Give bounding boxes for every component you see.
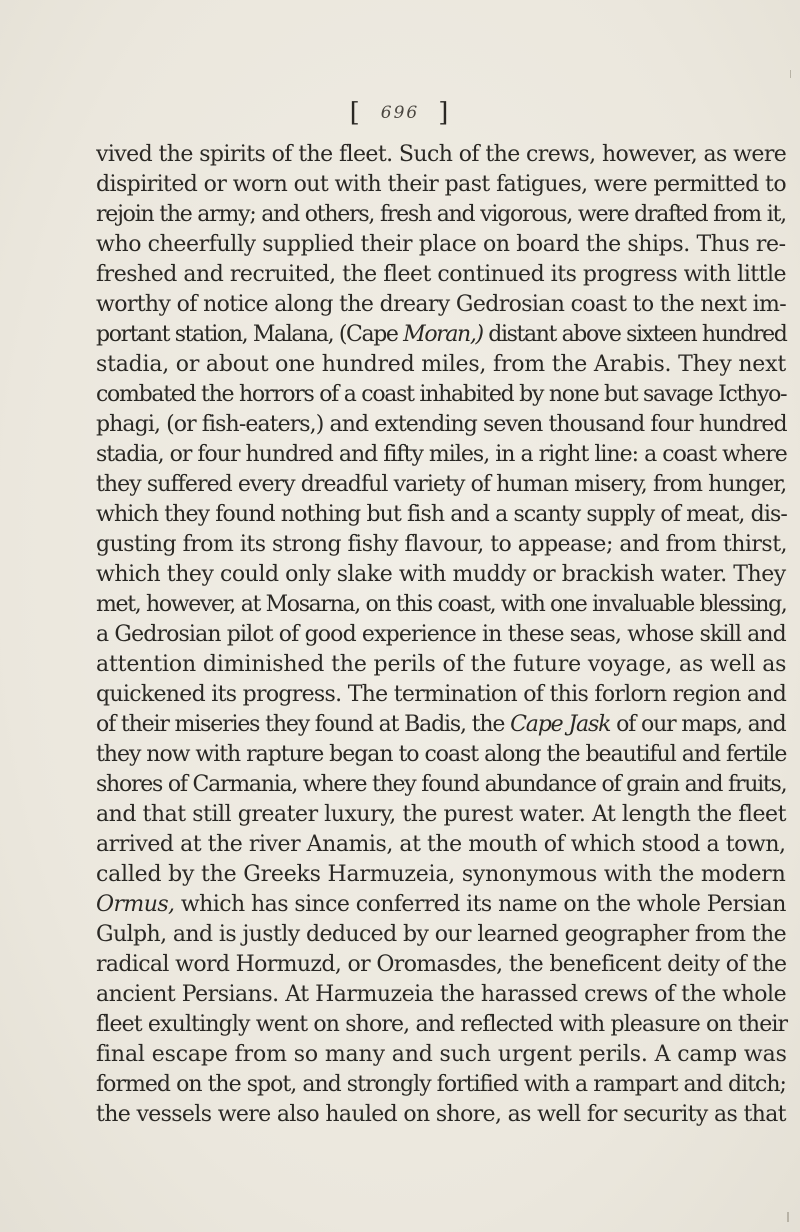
text-line: of their miseries they found at Badis, the Cape Jask of our maps, and — [96, 712, 786, 737]
text-line: and that still greater luxury, the purest water. At length the fleet — [96, 802, 787, 827]
text-line: stadia, or four hundred and fifty miles, in a right line: a coast where — [96, 442, 787, 467]
text-line: which they found nothing but fish and a scanty supply of meat, dis- — [96, 502, 787, 527]
text-line: arrived at the river Anamis, at the mouth of which stood a town, — [96, 832, 786, 857]
text-line: attention diminished the perils of the future voyage, as well as — [96, 652, 787, 677]
text-line: met, however, at Mosarna, on this coast, with one invaluable blessing, — [96, 592, 787, 617]
text-line: Ormus, which has since conferred its name on the whole Persian — [96, 892, 786, 917]
text-line: who cheerfully supplied their place on board the ships. Thus re- — [96, 232, 786, 257]
text-line: gusting from its strong fishy flavour, to appease; and from thirst, — [96, 532, 788, 557]
text-line: phagi, (or fish-eaters,) and extending seven thousand four hundred — [96, 412, 787, 437]
open-bracket: [ — [349, 98, 362, 128]
text-line: fleet exultingly went on shore, and reflected with pleasure on their — [96, 1012, 788, 1037]
text-line: dispirited or worn out with their past fatigues, were permitted to — [96, 172, 786, 197]
text-line: stadia, or about one hundred miles, from the Arabis. They next — [96, 352, 786, 377]
text-line: portant station, Malana, (Cape Moran,) distant above sixteen hundred — [96, 322, 787, 347]
text-line: rejoin the army; and others, fresh and vigorous, were drafted from it, — [96, 202, 786, 227]
text-line: formed on the spot, and strongly fortified with a rampart and ditch; — [96, 1072, 787, 1097]
text-line: final escape from so many and such urgent perils. A camp was — [96, 1042, 787, 1067]
text-line: quickened its progress. The termination of this forlorn region and — [96, 682, 787, 707]
italic-term: Moran,) — [403, 322, 483, 347]
text-line: Gulph, and is justly deduced by our learned geographer from the — [96, 922, 787, 947]
margin-speck — [790, 70, 791, 78]
text-line: which they could only slake with muddy or brackish water. They — [96, 562, 786, 587]
text-line: they suffered every dreadful variety of human misery, from hunger, — [96, 472, 787, 497]
text-line: radical word Hormuzd, or Oromasdes, the beneficent deity of the — [96, 952, 787, 977]
margin-speck — [787, 1212, 789, 1222]
text-line: freshed and recruited, the fleet continued its progress with little — [96, 262, 787, 287]
close-bracket: ] — [438, 98, 451, 128]
body-text — [96, 140, 796, 1130]
text-line: called by the Greeks Harmuzeia, synonymous with the modern — [96, 862, 786, 887]
text-line: shores of Carmania, where they found abundance of grain and fruits, — [96, 772, 787, 797]
text-line: worthy of notice along the dreary Gedrosian coast to the next im- — [96, 292, 787, 317]
text-line: ancient Persians. At Harmuzeia the harassed crews of the whole — [96, 982, 787, 1007]
page-header — [0, 98, 800, 128]
italic-term: Cape Jask — [510, 712, 611, 737]
italic-term: Ormus, — [96, 892, 175, 917]
text-line: a Gedrosian pilot of good experience in these seas, whose skill and — [96, 622, 786, 647]
text-line: vived the spirits of the fleet. Such of the crews, however, as were — [96, 142, 787, 167]
page-number: 696 — [380, 103, 420, 123]
text-line: they now with rapture began to coast along the beautiful and fertile — [96, 742, 787, 767]
text-line: the vessels were also hauled on shore, as well for security as that — [96, 1102, 786, 1127]
text-line: combated the horrors of a coast inhabited by none but savage Icthyo- — [96, 382, 787, 407]
